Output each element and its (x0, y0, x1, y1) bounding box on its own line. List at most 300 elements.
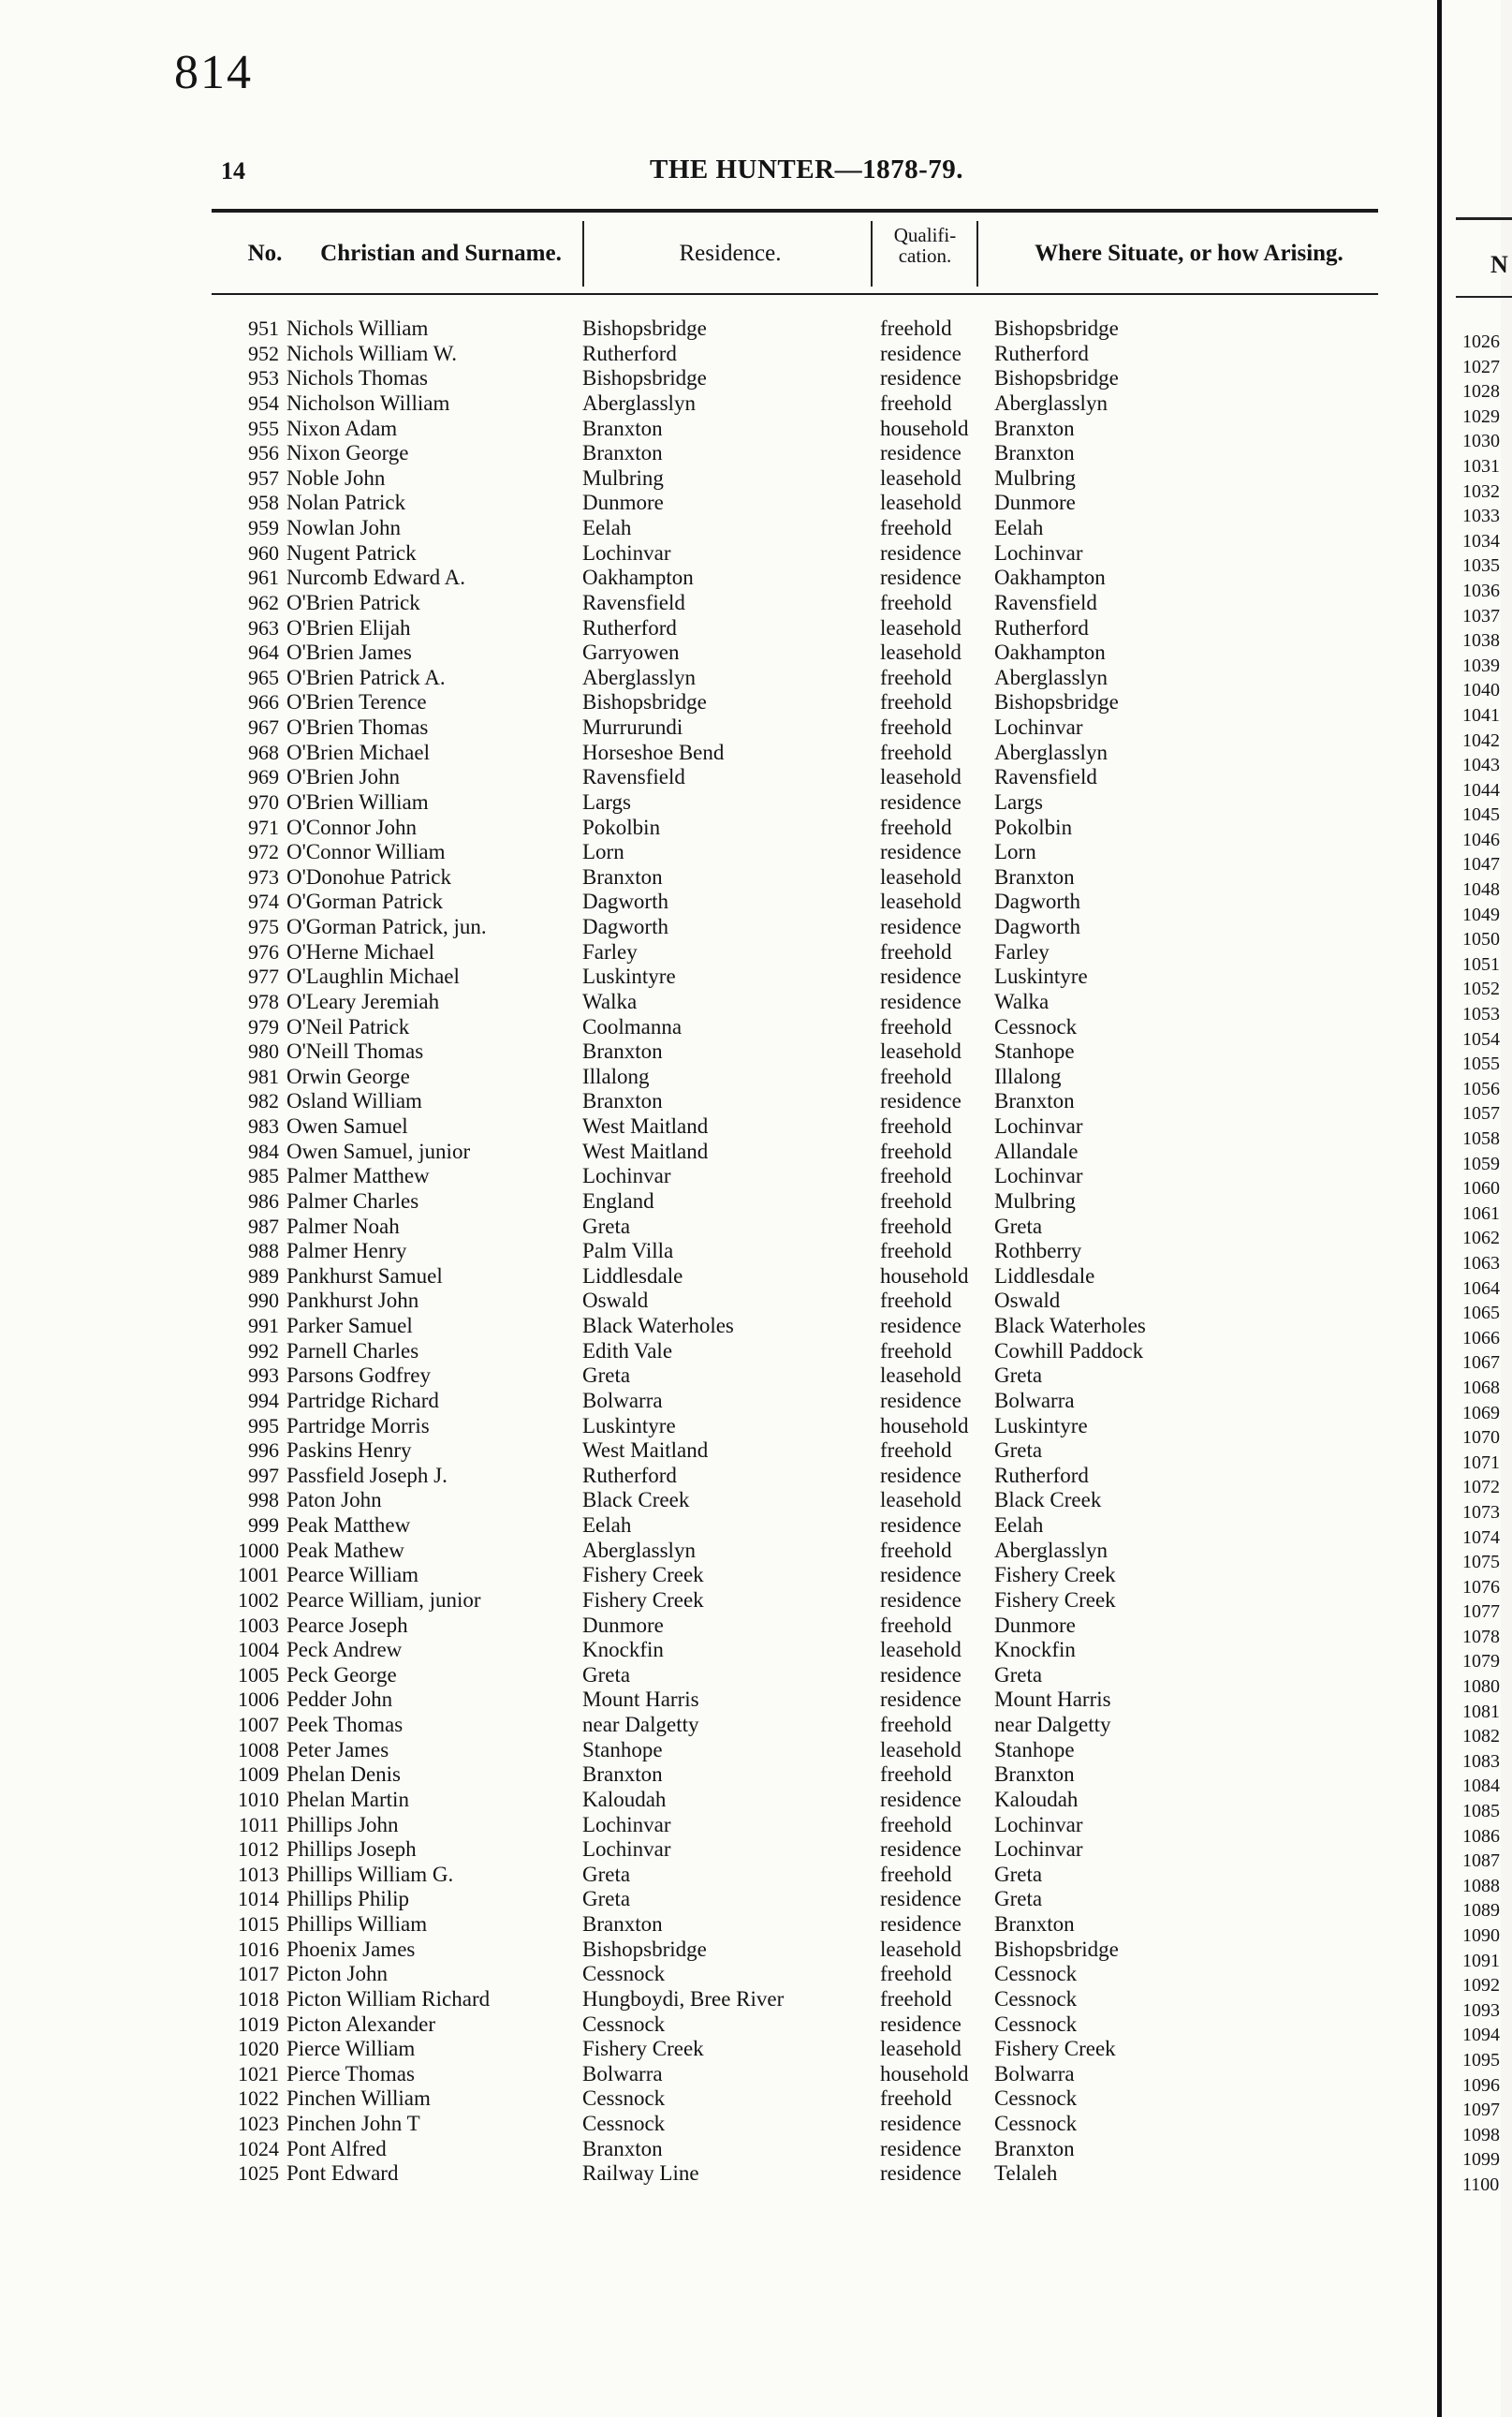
entry-residence: Knockfin (582, 1638, 664, 1662)
facing-entry-number: 1026 (1462, 332, 1500, 352)
entry-number: 977 (248, 965, 279, 989)
entry-qualification: freehold (880, 815, 952, 839)
entry-qualification: household (880, 1263, 969, 1288)
table-row (0, 1438, 1437, 1464)
entry-name: Phillips William G. (286, 1862, 454, 1886)
entry-qualification: freehold (880, 1438, 952, 1463)
entry-residence: Edith Vale (582, 1338, 673, 1363)
facing-entry-number: 1079 (1462, 1651, 1500, 1673)
entry-where: Largs (994, 789, 1043, 814)
table-row (0, 541, 1437, 567)
entry-where: Farley (994, 939, 1050, 964)
facing-entry-number: 1073 (1462, 1501, 1500, 1523)
entry-qualification: leasehold (880, 1039, 962, 1064)
entry-residence: England (582, 1188, 654, 1213)
entry-name: Pedder John (286, 1687, 393, 1712)
entry-residence: Cessnock (582, 1962, 666, 1986)
table-row (0, 591, 1437, 616)
entry-qualification: leasehold (880, 1638, 962, 1662)
entry-number: 1025 (238, 2161, 279, 2186)
entry-residence: Ravensfield (582, 590, 685, 614)
table-row (0, 1039, 1437, 1065)
entry-qualification: freehold (880, 1812, 952, 1836)
entry-name: O'Brien John (286, 765, 401, 789)
entry-number: 972 (248, 840, 279, 864)
table-row (0, 1513, 1437, 1539)
column-divider (976, 221, 978, 287)
entry-number: 990 (248, 1289, 279, 1313)
entry-qualification: freehold (880, 1713, 952, 1736)
entry-residence: Greta (582, 1662, 631, 1687)
entry-qualification: household (880, 1413, 969, 1437)
table-row (0, 1638, 1437, 1663)
entry-qualification: residence (880, 341, 962, 365)
entry-residence: Oakhampton (582, 566, 694, 590)
entry-name: Parsons Godfrey (286, 1363, 431, 1388)
entry-residence: Fishery Creek (582, 1563, 704, 1587)
entry-number: 953 (248, 366, 279, 391)
entry-name: Paskins Henry (286, 1438, 412, 1463)
entry-number: 988 (248, 1239, 279, 1263)
entry-name: Peak Matthew (286, 1513, 411, 1537)
entry-number: 955 (248, 416, 279, 440)
facing-entry-number: 1065 (1462, 1303, 1500, 1324)
entry-where: Bolwarra (994, 2061, 1075, 2085)
table-row (0, 366, 1437, 391)
entry-residence: Branxton (582, 864, 663, 889)
facing-entry-number: 1078 (1462, 1626, 1500, 1647)
entry-qualification: freehold (880, 690, 952, 715)
entry-qualification: freehold (880, 1188, 952, 1213)
entry-qualification: freehold (880, 1613, 952, 1637)
entry-where: Eelah (994, 516, 1044, 539)
entry-qualification: freehold (880, 1962, 952, 1986)
entry-residence: Railway Line (582, 2161, 699, 2186)
facing-entry-number: 1083 (1462, 1750, 1500, 1772)
entry-residence: Mount Harris (582, 1687, 699, 1712)
entry-residence: Bishopsbridge (582, 690, 707, 715)
entry-qualification: freehold (880, 1986, 952, 2011)
entry-residence: Farley (582, 939, 638, 964)
table-row (0, 1114, 1437, 1140)
entry-name: Peak Mathew (286, 1538, 404, 1562)
entry-number: 1015 (238, 1912, 279, 1936)
entry-where: Bolwarra (994, 1388, 1075, 1412)
entry-residence: Branxton (582, 1912, 663, 1936)
entry-name: Owen Samuel (286, 1114, 408, 1138)
entry-number: 1009 (238, 1762, 279, 1787)
entry-where: Lochinvar (994, 540, 1083, 565)
entry-qualification: freehold (880, 1064, 952, 1088)
entry-number: 976 (248, 939, 279, 964)
entry-where: Greta (994, 1363, 1043, 1388)
facing-entry-number: 1062 (1462, 1228, 1500, 1249)
entry-residence: Luskintyre (582, 965, 676, 989)
entry-qualification: residence (880, 1912, 962, 1936)
entry-qualification: residence (880, 1563, 962, 1587)
table-row (0, 1539, 1437, 1564)
entry-where: Aberglasslyn (994, 1538, 1108, 1562)
entry-name: Phillips John (286, 1812, 399, 1836)
entry-qualification: freehold (880, 1289, 952, 1313)
table-row (0, 391, 1437, 417)
entry-qualification: residence (880, 1089, 962, 1113)
entry-qualification: residence (880, 2161, 962, 2186)
entry-where: Cessnock (994, 2012, 1078, 2036)
entry-name: Nichols Thomas (286, 366, 428, 391)
entry-qualification: freehold (880, 1538, 952, 1562)
entry-where: Lochinvar (994, 1837, 1083, 1862)
entry-number: 1024 (238, 2136, 279, 2160)
entry-qualification: residence (880, 2012, 962, 2036)
table-row (0, 1837, 1437, 1863)
entry-number: 983 (248, 1114, 279, 1138)
entry-residence: Greta (582, 1214, 631, 1238)
facing-entry-number: 1067 (1462, 1352, 1500, 1374)
entry-qualification: residence (880, 840, 962, 864)
table-row (0, 1164, 1437, 1189)
entry-where: Rutherford (994, 341, 1089, 365)
entry-name: Palmer Matthew (286, 1164, 430, 1188)
entry-residence: Branxton (582, 1762, 663, 1787)
entry-number: 1002 (238, 1587, 279, 1612)
entry-number: 968 (248, 740, 279, 764)
entry-number: 965 (248, 665, 279, 689)
table-row (0, 1912, 1437, 1938)
page-number: 14 (221, 157, 245, 184)
entry-qualification: freehold (880, 1114, 952, 1138)
entry-residence: Palm Villa (582, 1239, 674, 1263)
entry-residence: Largs (582, 789, 631, 814)
entry-number: 1001 (238, 1563, 279, 1587)
entry-residence: Dagworth (582, 890, 668, 914)
entry-residence: Oswald (582, 1289, 649, 1313)
header-top-rule (212, 209, 1378, 213)
entry-number: 1000 (238, 1538, 279, 1562)
entry-name: Phelan Martin (286, 1787, 409, 1811)
facing-entry-number: 1046 (1462, 829, 1500, 850)
table-row (0, 1389, 1437, 1414)
entry-name: O'Gorman Patrick, jun. (286, 915, 487, 938)
entry-residence: Rutherford (582, 1463, 677, 1487)
entry-where: Cessnock (994, 1962, 1078, 1986)
facing-number-column (1462, 330, 1500, 2198)
entry-qualification: freehold (880, 516, 952, 539)
entry-qualification: household (880, 2061, 969, 2085)
entry-number: 1014 (238, 1887, 279, 1911)
header-qualification-line2: cation. (898, 244, 952, 268)
entry-where: Rothberry (994, 1239, 1082, 1263)
facing-entry-number: 1040 (1462, 680, 1500, 701)
table-row (0, 516, 1437, 541)
entry-where: Greta (994, 1214, 1043, 1238)
table-row (0, 616, 1437, 641)
header-residence: Residence. (679, 241, 782, 266)
entry-number: 971 (248, 815, 279, 839)
entry-residence: Mulbring (582, 465, 664, 490)
table-row (0, 1987, 1437, 2012)
facing-entry-number: 1063 (1462, 1252, 1500, 1274)
entry-residence: Ravensfield (582, 765, 685, 789)
table-row (0, 1314, 1437, 1339)
entry-where: Branxton (994, 2136, 1075, 2160)
entry-name: O'Neill Thomas (286, 1039, 424, 1064)
entry-qualification: residence (880, 1587, 962, 1612)
facing-entry-number: 1039 (1462, 655, 1500, 676)
facing-entry-number: 1092 (1462, 1975, 1500, 1997)
entry-name: O'Gorman Patrick (286, 890, 444, 914)
table-row (0, 1813, 1437, 1838)
header-no: No. (247, 241, 283, 266)
facing-entry-number: 1080 (1462, 1676, 1500, 1698)
table-row (0, 2012, 1437, 2038)
facing-entry-number: 1076 (1462, 1576, 1500, 1598)
entry-name: Pearce William, junior (286, 1587, 481, 1612)
entry-name: Palmer Charles (286, 1188, 419, 1213)
entry-where: Kaloudah (994, 1787, 1079, 1811)
entry-name: Nichols William (286, 317, 429, 340)
facing-entry-number: 1091 (1462, 1950, 1500, 1971)
entry-name: Pierce Thomas (286, 2061, 415, 2085)
entry-number: 1004 (238, 1638, 279, 1662)
entry-residence: Eelah (582, 1513, 632, 1537)
entry-where: Mulbring (994, 1188, 1076, 1213)
facing-entry-number: 1089 (1462, 1900, 1500, 1922)
facing-entry-number: 1037 (1462, 605, 1500, 626)
entry-number: 1022 (238, 2086, 279, 2111)
entry-where: Telaleh (994, 2161, 1058, 2186)
entry-where: Mulbring (994, 465, 1076, 490)
entry-name: O'Brien James (286, 641, 412, 665)
entry-residence: Fishery Creek (582, 1587, 704, 1612)
entry-number: 962 (248, 590, 279, 614)
entry-name: O'Brien William (286, 789, 429, 814)
table-row (0, 466, 1437, 492)
entry-qualification: freehold (880, 1239, 952, 1263)
entry-number: 952 (248, 341, 279, 365)
entry-name: Phelan Denis (286, 1762, 402, 1787)
entry-number: 989 (248, 1263, 279, 1288)
table-row (0, 566, 1437, 591)
facing-entry-number: 1051 (1462, 953, 1500, 975)
entry-number: 1007 (238, 1713, 279, 1736)
facing-entry-number: 1059 (1462, 1153, 1500, 1174)
facing-page-edge (1442, 0, 1508, 2417)
table-row (0, 2086, 1437, 2112)
table-row (0, 1289, 1437, 1314)
entry-residence: Bishopsbridge (582, 317, 707, 340)
entry-qualification: residence (880, 1787, 962, 1811)
table-row (0, 1414, 1437, 1439)
entry-residence: Cessnock (582, 2086, 666, 2111)
entry-qualification: freehold (880, 1862, 952, 1886)
entry-residence: Greta (582, 1363, 631, 1388)
entry-residence: Cessnock (582, 2012, 666, 2036)
table-row (0, 741, 1437, 766)
entry-name: Nurcomb Edward A. (286, 566, 465, 590)
entry-name: Nichols William W. (286, 341, 458, 365)
header-bottom-rule (212, 293, 1378, 295)
entry-qualification: residence (880, 2136, 962, 2160)
table-row (0, 441, 1437, 466)
entry-residence: Hungboydi, Bree River (582, 1986, 785, 2011)
entry-where: Greta (994, 1887, 1043, 1911)
entry-number: 951 (248, 317, 279, 340)
table-row (0, 1738, 1437, 1763)
entry-qualification: residence (880, 1662, 962, 1687)
entry-residence: Branxton (582, 2136, 663, 2160)
facing-entry-number: 1049 (1462, 904, 1500, 925)
entry-where: Fishery Creek (994, 1563, 1116, 1587)
entry-qualification: residence (880, 965, 962, 989)
entry-where: Cessnock (994, 2086, 1078, 2111)
entry-name: O'Neil Patrick (286, 1014, 410, 1039)
entry-residence: Kaloudah (582, 1787, 667, 1811)
table-row (0, 641, 1437, 666)
entry-qualification: freehold (880, 1014, 952, 1039)
entry-residence: Dunmore (582, 1613, 664, 1637)
entry-residence: Walka (582, 989, 638, 1013)
entry-number: 958 (248, 491, 279, 515)
entry-residence: Branxton (582, 416, 663, 440)
entry-where: Branxton (994, 441, 1075, 465)
entry-residence: West Maitland (582, 1438, 709, 1463)
entry-qualification: residence (880, 989, 962, 1013)
entry-name: Pankhurst Samuel (286, 1263, 443, 1288)
table-row (0, 1363, 1437, 1389)
table-row (0, 1863, 1437, 1888)
entry-where: Oswald (994, 1289, 1061, 1313)
facing-entry-number: 1061 (1462, 1202, 1500, 1224)
entry-where: Bishopsbridge (994, 317, 1119, 340)
facing-entry-number: 1085 (1462, 1801, 1500, 1822)
table-row (0, 1215, 1437, 1240)
entry-where: Dunmore (994, 1613, 1076, 1637)
entry-name: Peck Andrew (286, 1638, 403, 1662)
entry-where: Branxton (994, 1089, 1075, 1113)
entry-where: Walka (994, 989, 1050, 1013)
entry-name: Nixon Adam (286, 416, 398, 440)
entry-number: 954 (248, 391, 279, 415)
entry-qualification: residence (880, 366, 962, 391)
table-row (0, 1762, 1437, 1788)
entry-where: Aberglasslyn (994, 391, 1108, 415)
facing-entry-number: 1074 (1462, 1526, 1500, 1548)
table-row (0, 865, 1437, 891)
entry-where: Rutherford (994, 615, 1089, 640)
entry-where: Luskintyre (994, 1413, 1088, 1437)
entry-name: Pankhurst John (286, 1289, 419, 1313)
entry-residence: Bishopsbridge (582, 366, 707, 391)
entry-qualification: residence (880, 1513, 962, 1537)
entry-residence: Lorn (582, 840, 624, 864)
entry-name: Pierce William (286, 2037, 416, 2061)
entry-qualification: residence (880, 1837, 962, 1862)
facing-entry-number: 1042 (1462, 730, 1500, 751)
table-row (0, 1488, 1437, 1513)
entry-name: O'Herne Michael (286, 939, 435, 964)
facing-entry-number: 1093 (1462, 1999, 1500, 2021)
entry-qualification: freehold (880, 665, 952, 689)
table-row (0, 1140, 1437, 1165)
entry-qualification: leasehold (880, 2037, 962, 2061)
entry-number: 1021 (238, 2061, 279, 2085)
table-row (0, 1065, 1437, 1090)
entry-name: Phillips Philip (286, 1887, 410, 1911)
entry-qualification: freehold (880, 317, 952, 340)
table-row (0, 840, 1437, 865)
entry-name: Pont Alfred (286, 2136, 387, 2160)
entry-qualification: freehold (880, 1762, 952, 1787)
entry-name: Owen Samuel, junior (286, 1139, 471, 1163)
entry-residence: Horseshoe Bend (582, 740, 725, 764)
entry-where: Oakhampton (994, 566, 1106, 590)
facing-entry-number: 1094 (1462, 2025, 1500, 2046)
column-divider (582, 221, 584, 287)
entry-number: 964 (248, 641, 279, 665)
entry-residence: Branxton (582, 1089, 663, 1113)
entry-qualification: leasehold (880, 465, 962, 490)
entry-qualification: residence (880, 1388, 962, 1412)
entry-name: O'Brien Elijah (286, 615, 411, 640)
facing-entry-number: 1030 (1462, 431, 1500, 452)
entry-name: O'Donohue Patrick (286, 864, 451, 889)
entry-name: O'Connor William (286, 840, 446, 864)
facing-entry-number: 1060 (1462, 1178, 1500, 1200)
facing-entry-number: 1097 (1462, 2100, 1500, 2121)
table-row (0, 1339, 1437, 1364)
entry-number: 966 (248, 690, 279, 715)
entry-qualification: residence (880, 1687, 962, 1712)
entry-where: Liddlesdale (994, 1263, 1095, 1288)
entry-residence: Liddlesdale (582, 1263, 683, 1288)
table-row (0, 790, 1437, 816)
table-row (0, 1189, 1437, 1215)
table-row (0, 666, 1437, 691)
facing-entry-number: 1031 (1462, 455, 1500, 477)
entry-number: 982 (248, 1089, 279, 1113)
header-where: Where Situate, or how Arising. (1035, 241, 1343, 266)
entry-residence: Greta (582, 1862, 631, 1886)
entry-qualification: residence (880, 1887, 962, 1911)
facing-entry-number: 1034 (1462, 530, 1500, 552)
facing-entry-number: 1057 (1462, 1103, 1500, 1125)
entry-where: Fishery Creek (994, 2037, 1116, 2061)
entry-name: Noble John (286, 465, 386, 490)
table-row (0, 915, 1437, 940)
table-row (0, 1264, 1437, 1290)
table-row (0, 940, 1437, 965)
entry-where: Ravensfield (994, 765, 1097, 789)
table-row (0, 890, 1437, 915)
entry-residence: Cessnock (582, 2112, 666, 2135)
table-row (0, 2112, 1437, 2137)
table-row (0, 1687, 1437, 1713)
entry-residence: Bishopsbridge (582, 1937, 707, 1961)
facing-entry-number: 1099 (1462, 2149, 1500, 2171)
entry-where: Black Creek (994, 1488, 1102, 1512)
column-divider (871, 221, 873, 287)
entry-residence: West Maitland (582, 1114, 709, 1138)
entry-name: O'Brien Michael (286, 740, 430, 764)
entry-number: 970 (248, 789, 279, 814)
entry-where: Lochinvar (994, 1114, 1083, 1138)
table-row (0, 1015, 1437, 1040)
entry-name: Picton Alexander (286, 2012, 436, 2036)
entry-qualification: leasehold (880, 864, 962, 889)
entry-residence: Rutherford (582, 341, 677, 365)
entry-number: 995 (248, 1413, 279, 1437)
